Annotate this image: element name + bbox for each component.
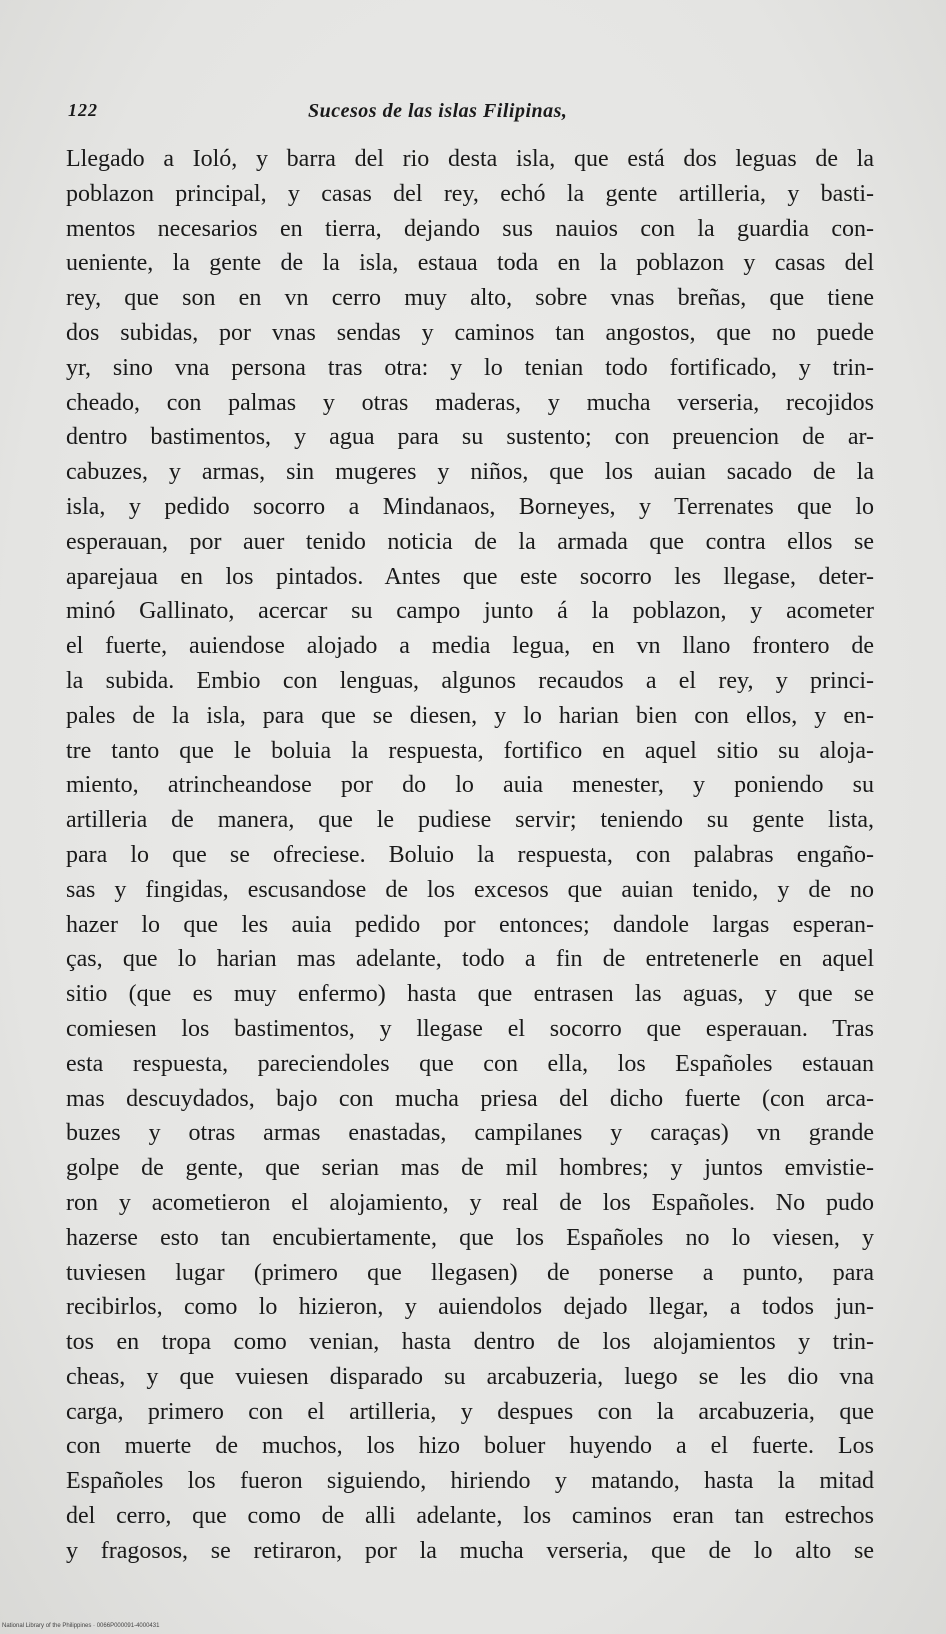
text-line: sas y fingidas, escusandose de los excesos que auian tenido, y de no [66, 876, 874, 903]
text-line: para lo que se ofreciese. Boluio la respuesta, con palabras engaño- [66, 841, 874, 868]
text-line: golpe de gente, que serian mas de mil hombres; y juntos emvistie- [66, 1155, 874, 1182]
text-line: mas descuydados, bajo con mucha priesa del dicho fuerte (con arca- [66, 1085, 874, 1112]
text-line: tre tanto que le boluia la respuesta, fortifico en aquel sitio su aloja- [66, 737, 874, 764]
text-line: mentos necesarios en tierra, dejando sus nauios con la guardia con- [66, 215, 874, 242]
text-line: con muerte de muchos, los hizo boluer huyendo a el fuerte. Los [66, 1433, 874, 1460]
text-line: Españoles los fueron siguiendo, hiriendo y matando, hasta la mitad [66, 1468, 874, 1495]
text-line: cheas, y que vuiesen disparado su arcabuzeria, luego se les dio vna [66, 1363, 874, 1390]
text-line: cabuzes, y armas, sin mugeres y niños, que los auian sacado de la [66, 459, 874, 486]
text-line: ron y acometieron el alojamiento, y real de los Españoles. No pudo [66, 1189, 874, 1216]
text-line: la subida. Embio con lenguas, algunos recaudos a el rey, y princi- [66, 667, 874, 694]
body-text [66, 142, 874, 1569]
text-line: del cerro, que como de alli adelante, los caminos eran tan estrechos [66, 1503, 874, 1530]
page-number: 122 [68, 100, 98, 120]
text-line: Llegado a Ioló, y barra del rio desta isla, que está dos leguas de la [66, 146, 874, 172]
text-line: rey, que son en vn cerro muy alto, sobre vnas breñas, que tiene [66, 285, 874, 312]
page-header [68, 100, 880, 124]
text-line: yr, sino vna persona tras otra: y lo tenian todo fortificado, y trin- [66, 354, 874, 381]
text-line: esperauan, por auer tenido noticia de la armada que contra ellos se [66, 528, 874, 555]
text-line: carga, primero con el artilleria, y despues con la arcabuzeria, que [66, 1398, 874, 1425]
text-line: y fragosos, se retiraron, por la mucha verseria, que de lo alto se [66, 1537, 874, 1564]
text-line: poblazon principal, y casas del rey, echó la gente artilleria, y basti- [66, 180, 874, 207]
text-line: sitio (que es muy enfermo) hasta que entrasen las aguas, y que se [66, 981, 874, 1008]
text-line: recibirlos, como lo hizieron, y auiendolos dejado llegar, a todos jun- [66, 1294, 874, 1321]
text-line: minó Gallinato, acercar su campo junto á la poblazon, y acometer [66, 598, 874, 625]
text-line: ças, que lo harian mas adelante, todo a fin de entretenerle en aquel [66, 946, 874, 973]
text-line: ueniente, la gente de la isla, estaua toda en la poblazon y casas del [66, 250, 874, 277]
text-line: comiesen los bastimentos, y llegase el socorro que esperauan. Tras [66, 1015, 874, 1042]
text-line: buzes y otras armas enastadas, campilanes y caraças) vn grande [66, 1120, 874, 1147]
text-line: dentro bastimentos, y agua para su sustento; con preuencion de ar- [66, 424, 874, 451]
text-line: dos subidas, por vnas sendas y caminos tan angostos, que no puede [66, 319, 874, 346]
text-line: tos en tropa como venian, hasta dentro de los alojamientos y trin- [66, 1329, 874, 1356]
text-line: artilleria de manera, que le pudiese servir; teniendo su gente lista, [66, 807, 874, 834]
text-line: el fuerte, auiendose alojado a media legua, en vn llano frontero de [66, 633, 874, 660]
text-line: esta respuesta, pareciendoles que con ella, los Españoles estauan [66, 1050, 874, 1077]
text-line: pales de la isla, para que se diesen, y lo harian bien con ellos, y en- [66, 702, 874, 729]
text-line: isla, y pedido socorro a Mindanaos, Borneyes, y Terrenates que lo [66, 493, 874, 520]
text-line: tuviesen lugar (primero que llegasen) de ponerse a punto, para [66, 1259, 874, 1286]
text-line: hazer lo que les auia pedido por entonces; dandole largas esperan- [66, 911, 874, 938]
text-line: cheado, con palmas y otras maderas, y mucha verseria, recojidos [66, 389, 874, 416]
text-line: miento, atrincheandose por do lo auia menester, y poniendo su [66, 772, 874, 799]
text-line: hazerse esto tan encubiertamente, que los Españoles no lo viesen, y [66, 1224, 874, 1251]
running-title: Sucesos de las islas Filipinas, [308, 100, 568, 122]
scan-credit: National Library of the Philippines · 0066P000091-4000431 [2, 1623, 160, 1629]
text-line: aparejaua en los pintados. Antes que este socorro les llegase, deter- [66, 563, 874, 590]
